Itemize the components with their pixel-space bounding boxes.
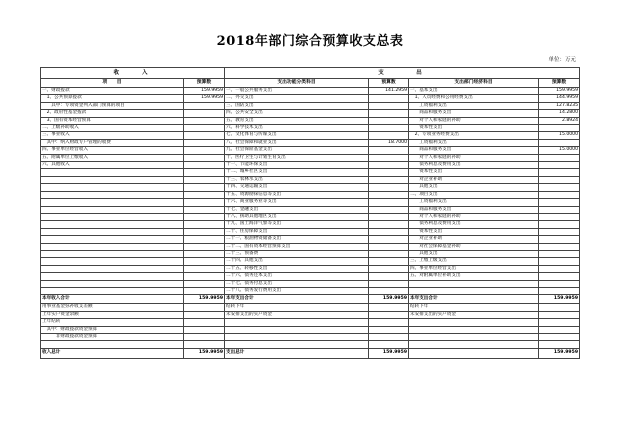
table-row [41, 184, 580, 191]
budget-cell [184, 199, 225, 206]
table-row [41, 117, 580, 124]
subject-cell: 其中：财政拨款资金预算 [41, 326, 184, 333]
budget-cell [539, 228, 580, 235]
total-label: 本年支出合计 [409, 295, 539, 304]
table-row [41, 273, 580, 280]
subject-cell: 八、社会保障和就业支出 [225, 139, 369, 146]
budget-cell [539, 221, 580, 228]
budget-cell [539, 199, 580, 206]
subject-cell: 二十四、其他支出 [225, 258, 369, 265]
budget-header: 预算数 [539, 79, 580, 88]
table-row [41, 206, 580, 213]
subject-cell: 二、上级补助收入 [41, 125, 184, 132]
subject-cell: 一、基本支出 [409, 88, 539, 95]
budget-cell [539, 139, 580, 146]
subject-cell: 上年结转 [41, 319, 184, 326]
budget-cell [369, 311, 409, 318]
subject-cell: 七、文化体育与传媒支出 [225, 132, 369, 139]
subject-cell [225, 341, 369, 348]
budget-cell [184, 221, 225, 228]
grand-total-value: 159.9959 [369, 348, 409, 358]
budget-cell [184, 162, 225, 169]
subject-cell [409, 341, 539, 348]
budget-cell [369, 304, 409, 311]
budget-cell [369, 162, 409, 169]
subject-cell: 结转下年 [225, 304, 369, 311]
budget-cell [369, 117, 409, 124]
budget-cell [184, 117, 225, 124]
budget-cell: 14.2800 [539, 110, 580, 117]
subject-cell: 二十三、预备费 [225, 250, 369, 257]
total-value: 159.9959 [369, 295, 409, 304]
subject-cell: 十九、国土海洋气象等支出 [225, 221, 369, 228]
budget-cell [539, 213, 580, 220]
budget-cell [369, 236, 409, 243]
subject-cell: 六、其他收入 [41, 162, 184, 169]
subject-cell [225, 334, 369, 341]
subject-cell [41, 199, 184, 206]
table-row [41, 125, 580, 132]
subject-cell: 1、公共预算拨款 [41, 95, 184, 102]
table-row [41, 341, 580, 348]
subject-cell [409, 287, 539, 294]
subject-cell: 二十、住房保障支出 [225, 228, 369, 235]
budget-cell [539, 206, 580, 213]
subject-cell [41, 191, 184, 198]
subject-cell [409, 319, 539, 326]
budget-cell [369, 265, 409, 272]
budget-cell: 159.9959 [184, 95, 225, 102]
table-row [41, 162, 580, 169]
subject-cell: 其他支出 [409, 184, 539, 191]
budget-cell [539, 334, 580, 341]
budget-cell [369, 199, 409, 206]
subject-cell: 商品和服务支出 [409, 147, 539, 154]
budget-cell [184, 169, 225, 176]
budget-cell [184, 341, 225, 348]
subject-cell: 1、人员经费和公用经费支出 [409, 95, 539, 102]
subject-cell: 债务利息及费用支出 [409, 162, 539, 169]
subject-cell: 商品和服务支出 [409, 206, 539, 213]
budget-cell [184, 319, 225, 326]
grand-total-row [41, 348, 580, 358]
budget-cell [369, 250, 409, 257]
subject-cell [41, 265, 184, 272]
subject-cell: 五、对附属单位补助支出 [409, 273, 539, 280]
subject-cell [41, 250, 184, 257]
budget-cell: 159.9959 [539, 88, 580, 95]
subject-cell [41, 341, 184, 348]
func-subject-header: 支出功能分类科目 [225, 79, 369, 88]
subject-cell [41, 258, 184, 265]
subject-cell: 二十七、债务付息支出 [225, 280, 369, 287]
subject-cell: 十、医疗卫生与计划生育支出 [225, 154, 369, 161]
grand-total-value: 159.9959 [184, 348, 225, 358]
header-row-1 [41, 68, 580, 79]
budget-cell [539, 243, 580, 250]
subject-cell: 四、事业单位经营收入 [41, 147, 184, 154]
budget-cell [539, 125, 580, 132]
total-value: 159.9959 [184, 295, 225, 304]
budget-cell [539, 319, 580, 326]
budget-cell [539, 250, 580, 257]
budget-cell [539, 326, 580, 333]
budget-cell [369, 132, 409, 139]
subject-cell [41, 243, 184, 250]
budget-cell [369, 176, 409, 183]
subject-cell: 二十二、国有资本经营预算支出 [225, 243, 369, 250]
budget-cell [539, 273, 580, 280]
subject-cell: 二十一、粮油物资储备支出 [225, 236, 369, 243]
table-row [41, 287, 580, 294]
budget-cell: 144.9959 [539, 95, 580, 102]
budget-cell [184, 228, 225, 235]
budget-cell [369, 280, 409, 287]
subject-cell: 对企业补助 [409, 176, 539, 183]
budget-cell: 141.2959 [369, 88, 409, 95]
subject-cell [41, 228, 184, 235]
budget-cell [369, 341, 409, 348]
table-row [41, 176, 580, 183]
subject-cell: 三、事业收入 [41, 132, 184, 139]
subject-cell [225, 319, 369, 326]
subject-cell: 债务利息及费用支出 [409, 221, 539, 228]
subject-cell: 十八、援助其他地区支出 [225, 213, 369, 220]
subject-cell: 十五、资源勘探信息等支出 [225, 191, 369, 198]
subject-cell [409, 334, 539, 341]
table-row [41, 311, 580, 318]
subject-cell: 资本性支出 [409, 228, 539, 235]
budget-cell [369, 258, 409, 265]
subject-cell: 商品和服务支出 [409, 110, 539, 117]
subject-cell: 3、国有资本经营预算 [41, 117, 184, 124]
budget-cell [184, 250, 225, 257]
budget-cell [369, 110, 409, 117]
budget-cell [184, 311, 225, 318]
budget-cell: 15.0000 [539, 132, 580, 139]
subject-cell: 四、事业单位经营支出 [409, 265, 539, 272]
budget-cell [184, 176, 225, 183]
budget-cell [184, 258, 225, 265]
subject-cell: 五、附属单位上缴收入 [41, 154, 184, 161]
budget-cell [369, 334, 409, 341]
subject-cell: 其他支出 [409, 250, 539, 257]
subject-cell: 四、公共安全支出 [225, 110, 369, 117]
budget-cell [369, 221, 409, 228]
budget-cell [369, 95, 409, 102]
subject-cell: 十三、农林水支出 [225, 176, 369, 183]
table-row [41, 147, 580, 154]
subject-cell: 对社会保障基金补助 [409, 243, 539, 250]
budget-cell [184, 326, 225, 333]
budget-cell: 159.9959 [184, 88, 225, 95]
table-row [41, 228, 580, 235]
subject-cell [41, 213, 184, 220]
budget-cell: 18.7000 [369, 139, 409, 146]
budget-cell [539, 304, 580, 311]
grand-total-label [409, 348, 539, 358]
budget-cell [369, 213, 409, 220]
budget-cell [539, 162, 580, 169]
budget-cell [539, 287, 580, 294]
budget-cell [539, 191, 580, 198]
budget-header: 预算数 [184, 79, 225, 88]
table-row [41, 102, 580, 109]
table-row [41, 265, 580, 272]
subject-cell: 对企业补助 [409, 236, 539, 243]
budget-cell [184, 184, 225, 191]
subject-cell: 三、国防支出 [225, 102, 369, 109]
subject-cell: 十四、交通运输支出 [225, 184, 369, 191]
subject-cell: 非财政拨款资金预算 [41, 334, 184, 341]
budget-cell [184, 287, 225, 294]
table-row [41, 304, 580, 311]
subject-cell: 十六、商业服务业等支出 [225, 199, 369, 206]
subject-cell: 上年实户资金余额 [41, 311, 184, 318]
table-row [41, 319, 580, 326]
budget-cell [184, 273, 225, 280]
budget-cell [184, 334, 225, 341]
table-row [41, 191, 580, 198]
expense-header: 支 出 [225, 68, 580, 79]
budget-cell [539, 311, 580, 318]
table-row [41, 236, 580, 243]
budget-cell [369, 184, 409, 191]
subject-cell [41, 184, 184, 191]
table-row [41, 110, 580, 117]
subject-cell: 未安排支出的实户资金 [409, 311, 539, 318]
subject-cell: 十二、城乡社区支出 [225, 169, 369, 176]
subject-cell [41, 280, 184, 287]
table-row [41, 213, 580, 220]
table-row [41, 326, 580, 333]
budget-cell [184, 243, 225, 250]
table-row [41, 154, 580, 161]
subject-cell: 其中：纳入财政专户管理的收费 [41, 139, 184, 146]
subject-cell: 五、教育支出 [225, 117, 369, 124]
budget-cell: 2.8924 [539, 117, 580, 124]
subject-cell: 工资福利支出 [409, 199, 539, 206]
budget-cell [369, 287, 409, 294]
page-title: 2018年部门综合预算收支总表 [216, 34, 404, 49]
budget-cell [369, 169, 409, 176]
table-row [41, 250, 580, 257]
project-header: 项 目 [41, 79, 184, 88]
budget-cell [184, 139, 225, 146]
subject-cell: 对个人和家庭的补助 [409, 154, 539, 161]
table-row [41, 95, 580, 102]
budget-cell [184, 236, 225, 243]
subject-cell: 资本性支出 [409, 125, 539, 132]
totals-row [41, 295, 580, 304]
grand-total-label: 收入总计 [41, 348, 184, 358]
subject-cell: 未安排支出的实户资金 [225, 311, 369, 318]
budget-cell [184, 154, 225, 161]
budget-header: 预算数 [369, 79, 409, 88]
budget-cell [369, 319, 409, 326]
table-row [41, 221, 580, 228]
subject-cell: 一、一般公共服务支出 [225, 88, 369, 95]
budget-cell [539, 280, 580, 287]
subject-cell: 三、上缴上级支出 [409, 258, 539, 265]
budget-cell: 15.0000 [539, 147, 580, 154]
grand-total-label: 支出总计 [225, 348, 369, 358]
subject-cell [409, 280, 539, 287]
subject-cell: 二、项目支出 [409, 191, 539, 198]
budget-cell [369, 273, 409, 280]
subject-cell: 结转下年 [409, 304, 539, 311]
subject-cell: 2、政府性基金拨款 [41, 110, 184, 117]
total-label: 本年支出合计 [225, 295, 369, 304]
subject-cell: 二、外交支出 [225, 95, 369, 102]
budget-cell [539, 236, 580, 243]
subject-cell [409, 326, 539, 333]
budget-cell [539, 265, 580, 272]
subject-cell: 工资福利支出 [409, 102, 539, 109]
budget-cell [369, 125, 409, 132]
table-row [41, 243, 580, 250]
table-row [41, 280, 580, 287]
subject-cell [41, 236, 184, 243]
budget-cell [539, 341, 580, 348]
subject-cell: 2、专项业务经费支出 [409, 132, 539, 139]
subject-cell: 二十八、债务发行费用支出 [225, 287, 369, 294]
header-row-2 [41, 79, 580, 88]
budget-cell [184, 213, 225, 220]
subject-cell: 九、社会保险基金支出 [225, 147, 369, 154]
budget-cell [184, 147, 225, 154]
budget-cell [369, 206, 409, 213]
budget-cell [369, 326, 409, 333]
budget-cell [369, 147, 409, 154]
budget-cell [539, 154, 580, 161]
subject-cell [41, 176, 184, 183]
budget-cell [184, 132, 225, 139]
subject-cell: 二十五、转移性支出 [225, 265, 369, 272]
subject-cell: 一、财政拨款 [41, 88, 184, 95]
subject-cell: 其中：专项资金列入部门预算的项目 [41, 102, 184, 109]
table-row [41, 139, 580, 146]
income-header: 收 入 [41, 68, 225, 79]
total-value: 159.9959 [539, 295, 580, 304]
budget-cell: 127.8235 [539, 102, 580, 109]
budget-cell [369, 102, 409, 109]
total-label: 本年收入合计 [41, 295, 184, 304]
subject-cell: 工资福利支出 [409, 139, 539, 146]
subject-cell [41, 221, 184, 228]
econ-subject-header: 支出部门经济科目 [409, 79, 539, 88]
subject-cell: 二十六、债务还本支出 [225, 273, 369, 280]
table-row [41, 258, 580, 265]
unit-label: 单位：万元 [548, 57, 576, 63]
budget-cell [539, 184, 580, 191]
budget-cell [369, 191, 409, 198]
budget-cell [184, 304, 225, 311]
table-row [41, 169, 580, 176]
budget-cell [539, 258, 580, 265]
budget-cell [539, 169, 580, 176]
table-row [41, 199, 580, 206]
subject-cell: 六、科学技术支出 [225, 125, 369, 132]
budget-cell [369, 228, 409, 235]
budget-cell [184, 265, 225, 272]
subject-cell: 对个人和家庭的补助 [409, 213, 539, 220]
grand-total-value: 159.9959 [539, 348, 580, 358]
subject-cell: 对个人和家庭的补助 [409, 117, 539, 124]
budget-cell [369, 154, 409, 161]
subject-cell [41, 273, 184, 280]
table-row [41, 334, 580, 341]
subject-cell: 资本性支出 [409, 169, 539, 176]
budget-cell [184, 280, 225, 287]
budget-cell [184, 102, 225, 109]
table-row [41, 88, 580, 95]
subject-cell [41, 287, 184, 294]
subject-cell: 用事业基金弥补收支差额 [41, 304, 184, 311]
budget-cell [184, 191, 225, 198]
subject-cell [225, 326, 369, 333]
subject-cell [41, 206, 184, 213]
subject-cell: 十一、节能环保支出 [225, 162, 369, 169]
subject-cell: 十七、金融支出 [225, 206, 369, 213]
subject-cell [41, 169, 184, 176]
budget-cell [184, 125, 225, 132]
table-row [41, 132, 580, 139]
budget-cell [369, 243, 409, 250]
budget-cell [184, 110, 225, 117]
budget-table [40, 67, 580, 359]
budget-cell [539, 176, 580, 183]
budget-cell [184, 206, 225, 213]
